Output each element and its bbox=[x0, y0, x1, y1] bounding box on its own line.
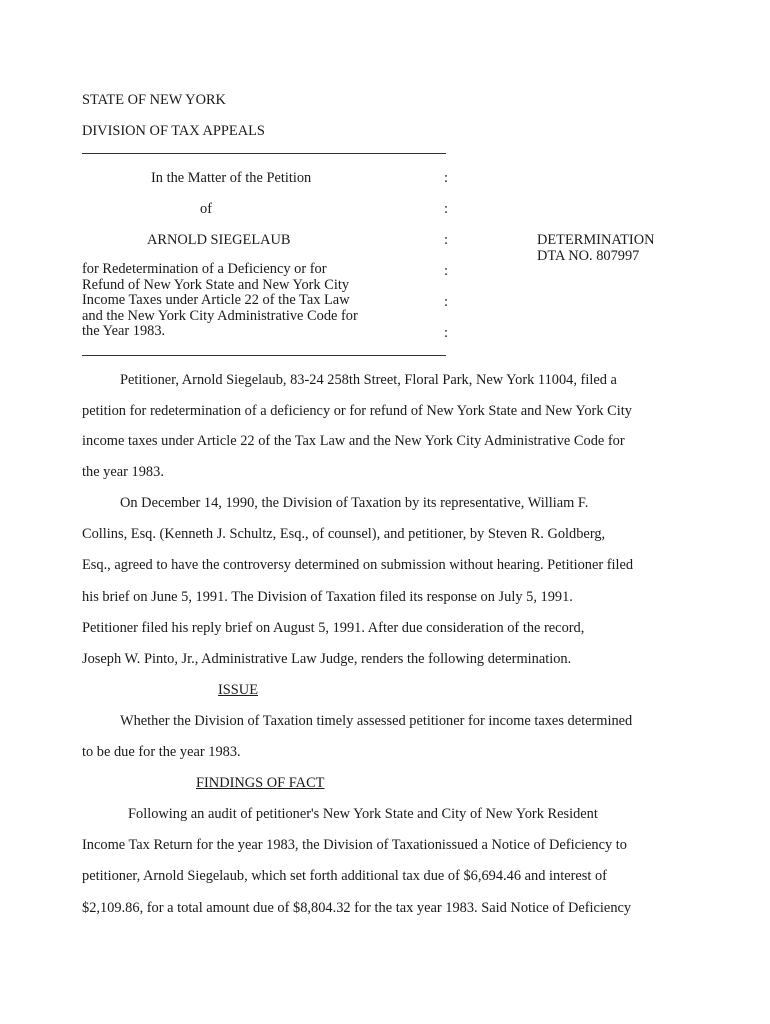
caption-petitioner-name: ARNOLD SIEGELAUB bbox=[147, 232, 291, 248]
caption-purpose-line: the Year 1983. bbox=[82, 323, 166, 340]
caption-matter: In the Matter of the Petition bbox=[151, 170, 312, 186]
division-heading: DIVISION OF TAX APPEALS bbox=[82, 123, 265, 139]
caption-colon: : bbox=[444, 170, 448, 186]
caption-purpose bbox=[82, 262, 358, 340]
paragraph-line: his brief on June 5, 1991. The Division of Taxation filed its response on July 5, 1991. bbox=[82, 589, 573, 605]
state-heading: STATE OF NEW YORK bbox=[82, 92, 226, 108]
paragraph-line: Petitioner, Arnold Siegelaub, 83-24 258th Street, Floral Park, New York 11004, filed a bbox=[120, 372, 617, 388]
caption-colon: : bbox=[444, 201, 448, 217]
paragraph-line: Income Tax Return for the year 1983, the Division of Taxationissued a Notice of Deficiency to bbox=[82, 837, 627, 853]
paragraph-line: petitioner, Arnold Siegelaub, which set forth additional tax due of $6,694.46 and interest of bbox=[82, 868, 607, 884]
paragraph-line: Petitioner filed his reply brief on August 5, 1991. After due consideration of the record, bbox=[82, 620, 585, 636]
caption-purpose-line: Refund of New York State and New York City bbox=[82, 276, 350, 293]
caption-colon: : bbox=[444, 325, 448, 341]
issue-heading: ISSUE bbox=[218, 682, 258, 698]
caption-of: of bbox=[200, 201, 212, 217]
paragraph-line: income taxes under Article 22 of the Tax Law and the New York City Administrative Code for bbox=[82, 433, 625, 449]
paragraph-line: Collins, Esq. (Kenneth J. Schultz, Esq., of counsel), and petitioner, by Steven R. Goldberg, bbox=[82, 526, 606, 542]
caption-purpose-line: for Redetermination of a Deficiency or for bbox=[82, 261, 327, 277]
caption-colon: : bbox=[444, 294, 448, 310]
caption-colon: : bbox=[444, 232, 448, 248]
determination-label: DETERMINATION bbox=[537, 232, 655, 248]
paragraph-line: petition for redetermination of a deficiency or for refund of New York State and New York City bbox=[82, 403, 632, 419]
caption-bottom-rule bbox=[82, 355, 446, 356]
paragraph-line: $2,109.86, for a total amount due of $8,804.32 for the tax year 1983. Said Notice of Deficiency bbox=[82, 900, 632, 916]
paragraph-line: Esq., agreed to have the controversy determined on submission without hearing. Petitioner filed bbox=[82, 557, 634, 573]
caption-purpose-line: Income Taxes under Article 22 of the Tax Law bbox=[82, 292, 350, 309]
findings-heading: FINDINGS OF FACT bbox=[196, 775, 325, 791]
dta-number: DTA NO. 807997 bbox=[537, 248, 640, 264]
caption-colon: : bbox=[444, 263, 448, 279]
caption-top-rule bbox=[82, 153, 446, 154]
paragraph-line: On December 14, 1990, the Division of Taxation by its representative, William F. bbox=[120, 495, 589, 511]
paragraph-line: Joseph W. Pinto, Jr., Administrative Law Judge, renders the following determination. bbox=[82, 651, 572, 667]
caption-purpose-line: and the New York City Administrative Code for bbox=[82, 307, 358, 324]
paragraph-line: the year 1983. bbox=[82, 464, 164, 480]
paragraph-line: to be due for the year 1983. bbox=[82, 744, 241, 760]
paragraph-line: Following an audit of petitioner's New York State and City of New York Resident bbox=[128, 806, 598, 822]
paragraph-line: Whether the Division of Taxation timely assessed petitioner for income taxes determined bbox=[120, 713, 633, 729]
